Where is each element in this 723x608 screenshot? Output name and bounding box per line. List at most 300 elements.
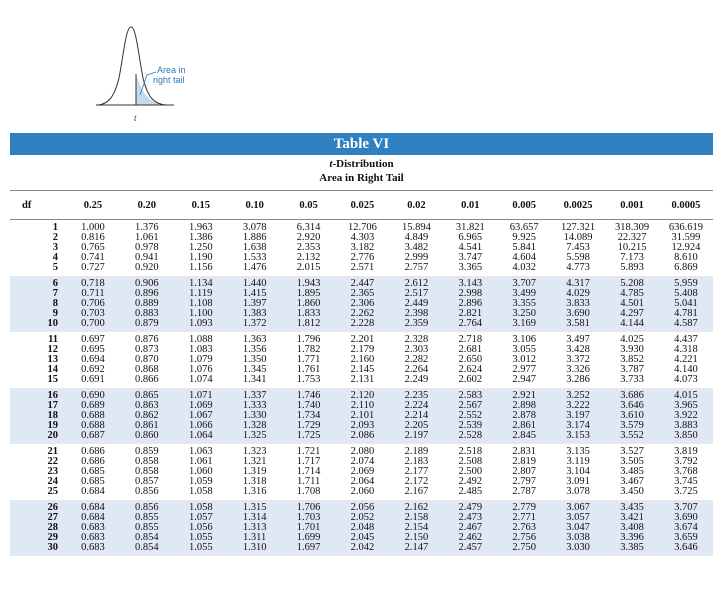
value-cell: 0.856	[135, 486, 159, 497]
value-cell: 3.733	[620, 374, 644, 385]
area-label-line1: Area in	[157, 65, 186, 75]
value-cell: 0.866	[135, 374, 159, 385]
value-cell: 2.162	[389, 500, 443, 513]
value-cell: 3.222	[551, 401, 605, 411]
value-cell: 1.476	[242, 262, 267, 273]
value-cell: 2.328	[404, 334, 429, 345]
area-label-line2: right tail	[153, 75, 185, 85]
header-col: 0.20	[120, 191, 174, 220]
value-cell: 2.898	[497, 401, 551, 411]
value-cell: 12.924	[671, 242, 701, 253]
header-col: 0.025	[336, 191, 390, 220]
header-col: 0.005	[497, 191, 551, 220]
value-cell: 5.041	[659, 299, 713, 309]
df-cell: 15	[47, 374, 58, 385]
value-cell: 0.889	[120, 299, 174, 309]
value-cell: 2.086	[336, 431, 390, 444]
value-cell: 0.765	[81, 242, 105, 253]
value-cell: 5.208	[605, 276, 659, 289]
value-cell: 0.690	[66, 388, 120, 401]
value-cell: 3.674	[659, 523, 713, 533]
value-cell: 12.706	[348, 222, 377, 233]
value-cell: 2.398	[389, 309, 443, 319]
value-cell: 2.282	[404, 354, 429, 365]
df-cell: 9	[10, 309, 66, 319]
value-cell: 1.321	[242, 456, 267, 467]
value-cell: 0.689	[66, 401, 120, 411]
value-cell: 1.314	[228, 513, 282, 523]
value-cell: 127.321	[561, 222, 596, 233]
value-cell: 2.201	[350, 334, 375, 345]
value-cell: 9.925	[512, 232, 537, 243]
value-cell: 0.700	[66, 319, 120, 332]
value-cell: 3.326	[566, 364, 590, 375]
value-cell: 3.078	[566, 486, 590, 497]
value-cell: 2.172	[404, 476, 429, 487]
value-cell: 2.920	[296, 232, 321, 243]
value-cell: 4.849	[404, 232, 429, 243]
header-col: 0.25	[66, 191, 120, 220]
value-cell: 22.327	[617, 232, 647, 243]
value-cell: 1.350	[242, 354, 267, 365]
value-cell: 0.816	[81, 232, 105, 243]
value-cell: 1.064	[174, 431, 228, 444]
value-cell: 4.781	[659, 309, 713, 319]
value-cell: 0.695	[81, 344, 105, 355]
value-cell: 2.528	[443, 431, 497, 444]
value-cell: 3.527	[620, 446, 644, 457]
value-cell: 0.858	[135, 456, 159, 467]
value-cell: 1.119	[174, 289, 228, 299]
df-cell: 27	[10, 513, 66, 523]
value-cell: 0.941	[135, 252, 159, 263]
value-cell: 1.059	[188, 476, 213, 487]
value-cell: 3.169	[497, 319, 551, 332]
value-cell: 4.073	[674, 374, 698, 385]
value-cell: 4.541	[458, 242, 483, 253]
value-cell: 3.385	[605, 543, 659, 556]
value-cell: 6.314	[296, 222, 321, 233]
value-cell: 0.683	[66, 523, 120, 533]
value-cell: 0.683	[66, 533, 120, 543]
value-cell: 2.552	[443, 411, 497, 421]
value-cell: 3.067	[551, 500, 605, 513]
value-cell: 4.221	[674, 354, 698, 365]
value-cell: 1.190	[188, 252, 213, 263]
value-cell: 1.056	[174, 523, 228, 533]
header-col: 0.15	[174, 191, 228, 220]
table-row	[10, 487, 713, 500]
df-cell: 6	[10, 276, 66, 289]
value-cell: 1.311	[228, 533, 282, 543]
value-cell: 2.977	[512, 364, 537, 375]
table-title: Table VI	[10, 133, 713, 155]
value-cell: 2.224	[389, 401, 443, 411]
value-cell: 1.697	[282, 543, 336, 556]
df-cell: 8	[10, 299, 66, 309]
value-cell: 5.598	[566, 252, 590, 263]
value-cell: 4.785	[605, 289, 659, 299]
df-cell: 23	[47, 466, 58, 477]
header-col: 0.0005	[659, 191, 713, 220]
table-row	[10, 431, 713, 444]
value-cell: 4.303	[350, 232, 375, 243]
value-cell: 2.485	[458, 486, 483, 497]
value-cell: 1.706	[282, 500, 336, 513]
value-cell: 4.015	[659, 388, 713, 401]
value-cell: 3.646	[605, 401, 659, 411]
value-cell: 1.533	[242, 252, 267, 263]
table-subtitle	[10, 157, 713, 185]
value-cell: 2.492	[458, 476, 483, 487]
value-cell: 0.860	[120, 431, 174, 444]
value-cell: 2.197	[389, 431, 443, 444]
value-cell: 14.089	[563, 232, 593, 243]
df-cell: 11	[48, 334, 58, 345]
value-cell: 0.856	[120, 500, 174, 513]
value-cell: 2.189	[404, 446, 429, 457]
value-cell: 2.517	[389, 289, 443, 299]
value-cell: 3.725	[674, 486, 698, 497]
value-cell: 2.177	[404, 466, 429, 477]
value-cell: 3.686	[605, 388, 659, 401]
value-cell: 1.076	[188, 364, 213, 375]
value-cell: 0.684	[81, 486, 105, 497]
row-group	[10, 500, 713, 556]
value-cell: 2.779	[497, 500, 551, 513]
value-cell: 1.079	[188, 354, 213, 365]
df-cell: 1	[52, 222, 58, 233]
value-cell: 2.074	[350, 456, 375, 467]
value-cell: 3.659	[659, 533, 713, 543]
value-cell: 2.015	[296, 262, 321, 273]
value-cell: 2.821	[443, 309, 497, 319]
df-cell: 3	[52, 242, 58, 253]
value-cell: 3.497	[566, 334, 590, 345]
value-cell: 2.359	[389, 319, 443, 332]
value-cell: 1.963	[188, 222, 213, 233]
value-cell: 2.776	[350, 252, 375, 263]
value-cell: 2.093	[336, 421, 390, 431]
value-cell: 2.228	[336, 319, 390, 332]
value-cell: 1.717	[296, 456, 321, 467]
value-cell: 3.819	[674, 446, 698, 457]
value-cell: 1.058	[188, 486, 213, 497]
value-cell: 3.610	[605, 411, 659, 421]
value-cell: 2.457	[443, 543, 497, 556]
value-cell: 0.862	[120, 411, 174, 421]
value-cell: 1.721	[296, 446, 321, 457]
value-cell: 1.833	[282, 309, 336, 319]
value-cell: 3.690	[551, 309, 605, 319]
value-cell: 0.683	[66, 543, 120, 556]
value-cell: 2.160	[350, 354, 375, 365]
value-cell: 0.685	[81, 476, 105, 487]
value-cell: 1.711	[296, 476, 321, 487]
value-cell: 3.119	[566, 456, 590, 467]
value-cell: 0.978	[135, 242, 159, 253]
value-cell: 3.485	[620, 466, 644, 477]
value-cell: 1.057	[174, 513, 228, 523]
value-cell: 4.140	[674, 364, 698, 375]
subtitle-distribution	[10, 157, 713, 171]
value-cell: 3.747	[458, 252, 483, 263]
df-cell: 2	[52, 232, 58, 243]
value-cell: 1.063	[188, 446, 213, 457]
value-cell: 1.376	[135, 222, 159, 233]
value-cell: 2.763	[497, 523, 551, 533]
t-axis-label: t	[134, 113, 137, 123]
value-cell: 3.690	[659, 513, 713, 523]
value-cell: 2.831	[512, 446, 537, 457]
value-cell: 0.906	[120, 276, 174, 289]
value-cell: 1.703	[282, 513, 336, 523]
value-cell: 1.746	[282, 388, 336, 401]
row-group	[10, 444, 713, 500]
value-cell: 4.317	[551, 276, 605, 289]
df-cell: 26	[10, 500, 66, 513]
value-cell: 2.500	[458, 466, 483, 477]
df-cell: 28	[10, 523, 66, 533]
value-cell: 1.313	[228, 523, 282, 533]
value-cell: 0.854	[120, 533, 174, 543]
value-cell: 2.205	[389, 421, 443, 431]
value-cell: 3.833	[551, 299, 605, 309]
value-cell: 3.930	[620, 344, 644, 355]
df-cell: 13	[47, 354, 58, 365]
value-cell: 1.729	[282, 421, 336, 431]
value-cell: 0.859	[135, 446, 159, 457]
value-cell: 3.153	[551, 431, 605, 444]
value-cell: 2.819	[512, 456, 537, 467]
value-cell: 2.179	[350, 344, 375, 355]
value-cell: 3.505	[620, 456, 644, 467]
value-cell: 0.684	[66, 513, 120, 523]
value-cell: 2.303	[404, 344, 429, 355]
value-cell: 0.685	[81, 466, 105, 477]
value-cell: 1.345	[242, 364, 267, 375]
value-cell: 2.158	[389, 513, 443, 523]
header-col: 0.05	[282, 191, 336, 220]
value-cell: 4.318	[674, 344, 698, 355]
value-cell: 0.703	[66, 309, 120, 319]
value-cell: 2.896	[443, 299, 497, 309]
value-cell: 7.453	[566, 242, 590, 253]
value-cell: 3.038	[551, 533, 605, 543]
value-cell: 1.734	[282, 411, 336, 421]
value-cell: 3.707	[497, 276, 551, 289]
value-cell: 3.286	[566, 374, 590, 385]
value-cell: 3.106	[512, 334, 537, 345]
value-cell: 2.718	[458, 334, 483, 345]
value-cell: 3.787	[620, 364, 644, 375]
row-group	[10, 276, 713, 332]
value-cell: 2.045	[336, 533, 390, 543]
value-cell: 4.773	[566, 262, 590, 273]
value-cell: 2.571	[350, 262, 375, 273]
value-cell: 3.707	[659, 500, 713, 513]
value-cell: 1.315	[228, 500, 282, 513]
value-cell: 2.056	[336, 500, 390, 513]
value-cell: 2.999	[404, 252, 429, 263]
header-col: 0.0025	[551, 191, 605, 220]
value-cell: 2.262	[336, 309, 390, 319]
value-cell: 2.060	[350, 486, 375, 497]
header-df: df	[10, 191, 66, 220]
value-cell: 4.437	[674, 334, 698, 345]
value-cell: 1.812	[282, 319, 336, 332]
value-cell: 1.356	[242, 344, 267, 355]
value-cell: 2.479	[443, 500, 497, 513]
subtitle-variable: t	[329, 158, 333, 170]
value-cell: 1.083	[188, 344, 213, 355]
value-cell: 2.807	[512, 466, 537, 477]
value-cell: 0.687	[66, 431, 120, 444]
value-cell: 31.821	[455, 222, 485, 233]
value-cell: 1.440	[228, 276, 282, 289]
value-cell: 6.869	[674, 262, 698, 273]
value-cell: 5.408	[659, 289, 713, 299]
value-cell: 1.316	[242, 486, 267, 497]
value-cell: 3.499	[497, 289, 551, 299]
value-cell: 2.131	[350, 374, 375, 385]
value-cell: 2.757	[404, 262, 429, 273]
value-cell: 0.868	[135, 364, 159, 375]
value-cell: 1.860	[282, 299, 336, 309]
value-cell: 1.066	[174, 421, 228, 431]
value-cell: 3.883	[659, 421, 713, 431]
table-header	[10, 191, 713, 220]
value-cell: 3.408	[605, 523, 659, 533]
value-cell: 3.768	[674, 466, 698, 477]
value-cell: 1.761	[296, 364, 321, 375]
value-cell: 5.959	[659, 276, 713, 289]
value-cell: 1.060	[188, 466, 213, 477]
value-cell: 2.145	[350, 364, 375, 375]
value-cell: 1.318	[242, 476, 267, 487]
value-cell: 1.740	[282, 401, 336, 411]
df-cell: 7	[10, 289, 66, 299]
value-cell: 2.120	[336, 388, 390, 401]
value-cell: 2.154	[389, 523, 443, 533]
value-cell: 1.074	[188, 374, 213, 385]
value-cell: 4.032	[512, 262, 537, 273]
value-cell: 1.061	[135, 232, 159, 243]
value-cell: 1.156	[188, 262, 213, 273]
value-cell: 3.965	[659, 401, 713, 411]
value-cell: 4.297	[605, 309, 659, 319]
value-cell: 1.699	[282, 533, 336, 543]
value-cell: 2.264	[404, 364, 429, 375]
value-cell: 3.745	[674, 476, 698, 487]
value-cell: 1.796	[296, 334, 321, 345]
value-cell: 1.333	[228, 401, 282, 411]
value-cell: 0.694	[81, 354, 105, 365]
value-cell: 3.552	[605, 431, 659, 444]
value-cell: 2.249	[404, 374, 429, 385]
value-cell: 1.088	[188, 334, 213, 345]
value-cell: 0.684	[66, 500, 120, 513]
value-cell: 3.055	[512, 344, 537, 355]
value-cell: 1.325	[228, 431, 282, 444]
value-cell: 7.173	[620, 252, 644, 263]
value-cell: 1.895	[282, 289, 336, 299]
value-cell: 3.143	[443, 276, 497, 289]
value-cell: 3.174	[551, 421, 605, 431]
value-cell: 2.467	[443, 523, 497, 533]
header-col: 0.001	[605, 191, 659, 220]
value-cell: 3.057	[551, 513, 605, 523]
value-cell: 2.624	[458, 364, 483, 375]
value-cell: 3.182	[350, 242, 375, 253]
value-cell: 2.147	[389, 543, 443, 556]
value-cell: 0.863	[120, 401, 174, 411]
value-cell: 2.602	[458, 374, 483, 385]
value-cell: 0.706	[66, 299, 120, 309]
value-cell: 1.069	[174, 401, 228, 411]
value-cell: 3.012	[512, 354, 537, 365]
value-cell: 1.058	[174, 500, 228, 513]
value-cell: 4.604	[512, 252, 537, 263]
value-cell: 2.947	[512, 374, 537, 385]
value-cell: 2.921	[497, 388, 551, 401]
value-cell: 1.397	[228, 299, 282, 309]
df-cell: 10	[10, 319, 66, 332]
value-cell: 2.998	[443, 289, 497, 299]
value-cell: 1.638	[242, 242, 267, 253]
value-cell: 3.355	[497, 299, 551, 309]
value-cell: 0.873	[135, 344, 159, 355]
value-cell: 2.167	[404, 486, 429, 497]
value-cell: 2.064	[350, 476, 375, 487]
value-cell: 4.587	[659, 319, 713, 332]
value-cell: 2.042	[336, 543, 390, 556]
df-cell: 19	[10, 421, 66, 431]
value-cell: 1.134	[174, 276, 228, 289]
value-cell: 0.883	[120, 309, 174, 319]
value-cell: 1.310	[228, 543, 282, 556]
value-cell: 2.306	[336, 299, 390, 309]
header-col: 0.10	[228, 191, 282, 220]
value-cell: 2.612	[389, 276, 443, 289]
value-cell: 3.922	[659, 411, 713, 421]
value-cell: 2.787	[512, 486, 537, 497]
header-col: 0.02	[389, 191, 443, 220]
value-cell: 0.727	[81, 262, 105, 273]
value-cell: 3.047	[551, 523, 605, 533]
value-cell: 5.841	[512, 242, 537, 253]
value-cell: 3.581	[551, 319, 605, 332]
value-cell: 2.878	[497, 411, 551, 421]
value-cell: 0.718	[66, 276, 120, 289]
value-cell: 2.150	[389, 533, 443, 543]
value-cell: 2.567	[443, 401, 497, 411]
value-cell: 2.473	[443, 513, 497, 523]
table-row	[10, 543, 713, 556]
df-cell: 30	[10, 543, 66, 556]
value-cell: 2.650	[458, 354, 483, 365]
df-cell: 21	[47, 446, 58, 457]
df-cell: 18	[10, 411, 66, 421]
value-cell: 3.078	[242, 222, 267, 233]
value-cell: 1.055	[174, 543, 228, 556]
value-cell: 2.365	[336, 289, 390, 299]
value-cell: 2.750	[497, 543, 551, 556]
value-cell: 1.071	[174, 388, 228, 401]
value-cell: 3.482	[404, 242, 429, 253]
df-cell: 20	[10, 431, 66, 444]
value-cell: 1.708	[296, 486, 321, 497]
